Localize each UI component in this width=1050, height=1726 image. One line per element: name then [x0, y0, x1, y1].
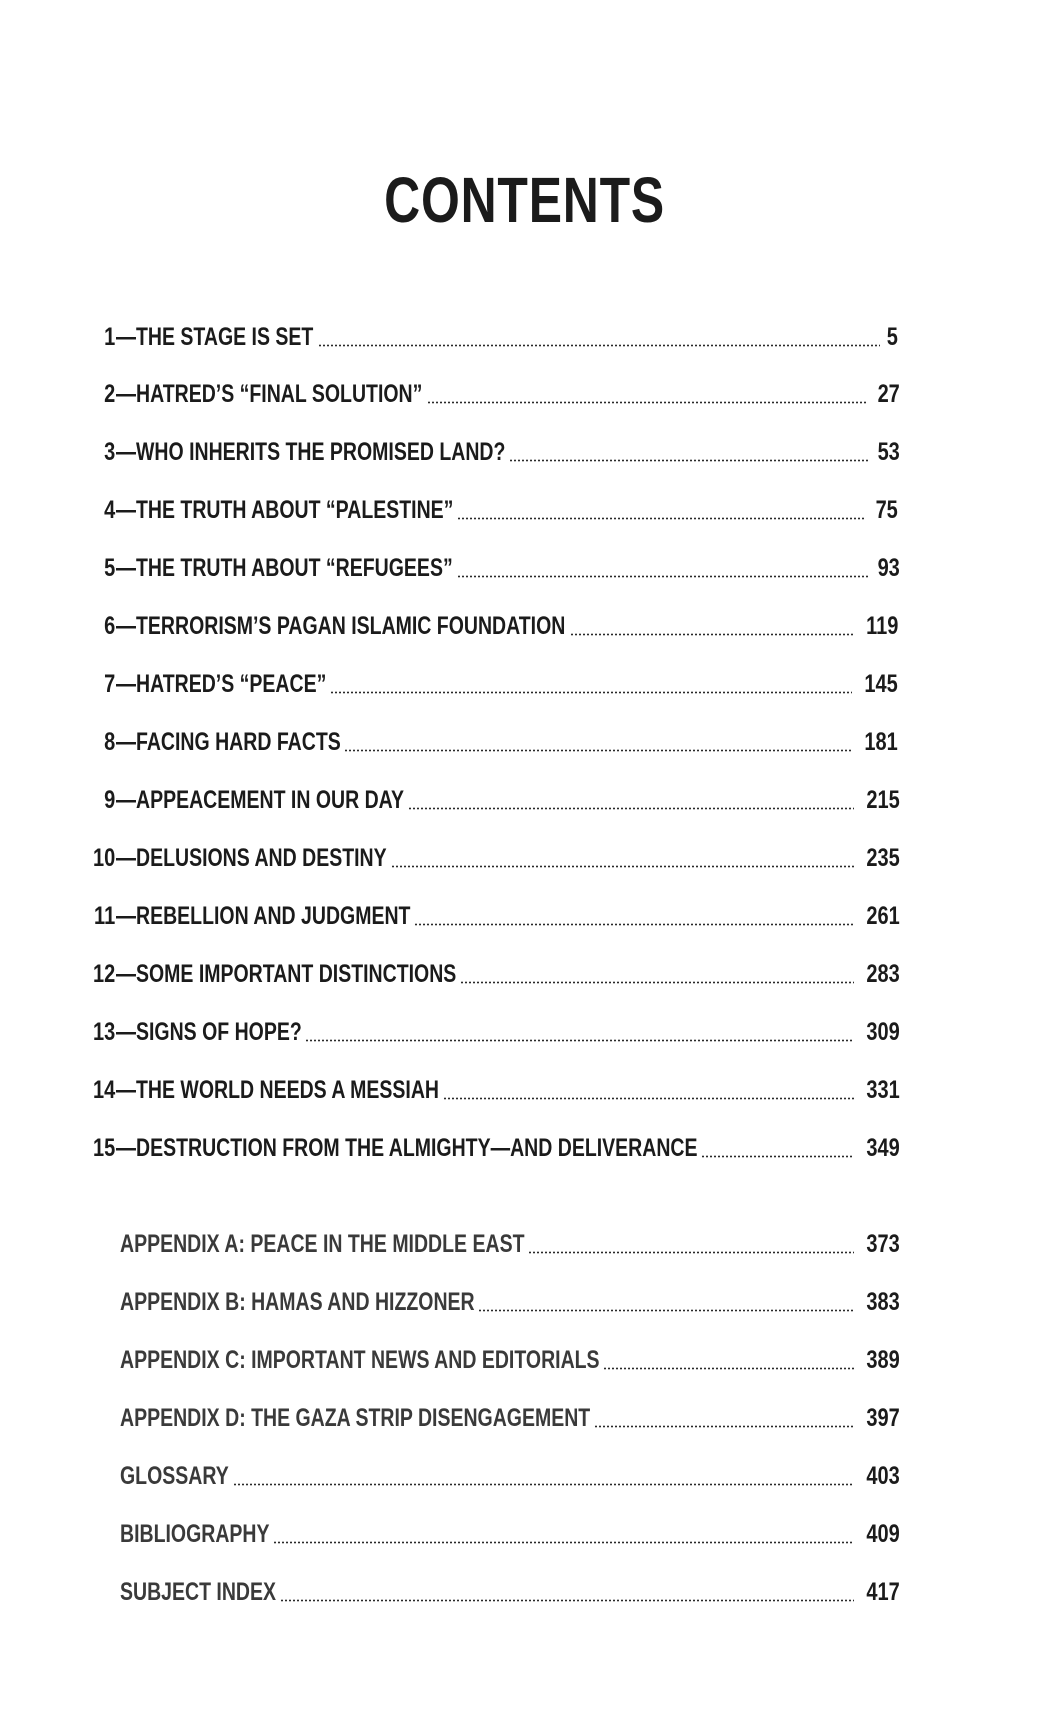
page-title: CONTENTS: [384, 164, 665, 236]
toc-entry-subject-index[interactable]: [0, 1569, 1050, 1605]
page-number: 409: [866, 1520, 900, 1548]
toc-entry-appendix[interactable]: [0, 1337, 1050, 1373]
appendix-title: APPENDIX A: PEACE IN THE MIDDLE EAST: [120, 1230, 525, 1258]
page-number: 181: [864, 728, 898, 756]
dot-leader: [233, 1483, 854, 1486]
chapter-title: DELUSIONS AND DESTINY: [136, 844, 387, 872]
separator-dash: —: [116, 670, 136, 698]
dot-leader: [570, 633, 854, 636]
chapter-number: 12: [92, 960, 116, 988]
page-number: 235: [866, 844, 900, 872]
dot-leader: [344, 749, 852, 752]
chapter-number: 6: [104, 612, 116, 640]
toc-entry-chapter[interactable]: [0, 429, 1050, 465]
page-number: 331: [866, 1076, 900, 1104]
page-number: 75: [875, 496, 898, 524]
chapter-title: TERRORISM’S PAGAN ISLAMIC FOUNDATION: [136, 612, 566, 640]
page-number: 53: [877, 438, 900, 466]
toc-entry-glossary[interactable]: [0, 1453, 1050, 1489]
chapter-number: 1: [104, 323, 116, 351]
page-number: 261: [866, 902, 900, 930]
dot-leader: [318, 344, 880, 347]
page-number: 283: [866, 960, 900, 988]
separator-dash: —: [116, 1018, 136, 1046]
toc-entry-chapter[interactable]: [0, 487, 1050, 523]
page-number: 145: [864, 670, 898, 698]
chapter-number: 3: [104, 438, 116, 466]
dot-leader: [701, 1155, 854, 1158]
dot-leader: [414, 923, 854, 926]
appendix-title: APPENDIX C: IMPORTANT NEWS AND EDITORIALS: [120, 1346, 600, 1374]
dot-leader: [460, 981, 854, 984]
page-number: 403: [866, 1462, 900, 1490]
chapter-title: THE TRUTH ABOUT “REFUGEES”: [136, 554, 453, 582]
toc-entry-appendix[interactable]: [0, 1279, 1050, 1315]
toc-entry-chapter[interactable]: [0, 314, 1050, 350]
dot-leader: [305, 1039, 854, 1042]
toc-entry-chapter[interactable]: [0, 545, 1050, 581]
chapter-number: 15: [92, 1134, 116, 1162]
toc-entry-chapter[interactable]: [0, 1125, 1050, 1161]
appendix-title: APPENDIX D: THE GAZA STRIP DISENGAGEMENT: [120, 1404, 591, 1432]
page-number: 373: [866, 1230, 900, 1258]
page-number: 27: [877, 380, 900, 408]
toc-entry-chapter[interactable]: [0, 893, 1050, 929]
chapter-title: SOME IMPORTANT DISTINCTIONS: [136, 960, 457, 988]
chapter-title: HATRED’S “FINAL SOLUTION”: [136, 380, 423, 408]
separator-dash: —: [116, 1076, 136, 1104]
dot-leader: [273, 1541, 854, 1544]
chapter-title: DESTRUCTION FROM THE ALMIGHTY—AND DELIVERANCE: [136, 1134, 698, 1162]
page-number: 349: [866, 1134, 900, 1162]
page-number: 119: [865, 612, 898, 640]
separator-dash: —: [116, 438, 136, 466]
page-number: 93: [877, 554, 900, 582]
separator-dash: —: [116, 612, 136, 640]
chapter-number: 14: [92, 1076, 116, 1104]
toc-entry-chapter[interactable]: [0, 1067, 1050, 1103]
dot-leader: [509, 459, 868, 462]
chapter-number: 9: [104, 786, 116, 814]
page-number: 5: [886, 323, 898, 351]
chapter-title: SIGNS OF HOPE?: [136, 1018, 302, 1046]
page-number: 397: [866, 1404, 900, 1432]
page-number: 383: [866, 1288, 900, 1316]
toc-entry-chapter[interactable]: [0, 951, 1050, 987]
dot-leader: [427, 401, 869, 404]
toc-entry-bibliography[interactable]: [0, 1511, 1050, 1547]
dot-leader: [391, 865, 854, 868]
chapter-title: THE STAGE IS SET: [136, 323, 314, 351]
glossary-title: GLOSSARY: [120, 1462, 229, 1490]
chapter-title: APPEACEMENT IN OUR DAY: [136, 786, 404, 814]
separator-dash: —: [116, 496, 136, 524]
chapter-number: 8: [104, 728, 116, 756]
dot-leader: [443, 1097, 854, 1100]
chapter-title: FACING HARD FACTS: [136, 728, 341, 756]
chapter-number: 4: [104, 496, 116, 524]
chapter-number: 2: [104, 380, 116, 408]
toc-entry-chapter[interactable]: [0, 371, 1050, 407]
page-number: 389: [866, 1346, 900, 1374]
dot-leader: [478, 1309, 854, 1312]
chapter-title: HATRED’S “PEACE”: [136, 670, 327, 698]
chapter-number: 13: [92, 1018, 116, 1046]
dot-leader: [603, 1367, 854, 1370]
toc-entry-chapter[interactable]: [0, 777, 1050, 813]
separator-dash: —: [116, 728, 136, 756]
toc-entry-chapter[interactable]: [0, 603, 1050, 639]
separator-dash: —: [116, 1134, 136, 1162]
toc-entry-chapter[interactable]: [0, 835, 1050, 871]
dot-leader: [594, 1425, 854, 1428]
toc-entry-chapter[interactable]: [0, 1009, 1050, 1045]
dot-leader: [528, 1251, 854, 1254]
chapter-title: THE WORLD NEEDS A MESSIAH: [136, 1076, 439, 1104]
page-number: 309: [866, 1018, 900, 1046]
toc-entry-chapter[interactable]: [0, 719, 1050, 755]
appendix-title: APPENDIX B: HAMAS AND HIZZONER: [120, 1288, 475, 1316]
bibliography-title: BIBLIOGRAPHY: [120, 1520, 270, 1548]
separator-dash: —: [116, 902, 136, 930]
separator-dash: —: [116, 323, 136, 351]
dot-leader: [280, 1599, 854, 1602]
separator-dash: —: [116, 554, 136, 582]
chapter-number: 7: [104, 670, 116, 698]
separator-dash: —: [116, 960, 136, 988]
dot-leader: [330, 691, 852, 694]
chapter-number: 11: [94, 902, 116, 930]
page-number: 215: [866, 786, 900, 814]
toc-entry-chapter[interactable]: [0, 661, 1050, 697]
separator-dash: —: [116, 786, 136, 814]
separator-dash: —: [116, 380, 136, 408]
dot-leader: [457, 575, 868, 578]
toc-entry-appendix[interactable]: [0, 1221, 1050, 1257]
dot-leader: [457, 517, 866, 520]
dot-leader: [408, 807, 855, 810]
separator-dash: —: [116, 844, 136, 872]
subject-index-title: SUBJECT INDEX: [120, 1578, 277, 1606]
chapter-number: 5: [104, 554, 116, 582]
toc-entry-appendix[interactable]: [0, 1395, 1050, 1431]
chapter-number: 10: [92, 844, 116, 872]
chapter-title: THE TRUTH ABOUT “PALESTINE”: [136, 496, 454, 524]
chapter-title: WHO INHERITS THE PROMISED LAND?: [136, 438, 506, 466]
chapter-title: REBELLION AND JUDGMENT: [136, 902, 411, 930]
page-number: 417: [866, 1578, 900, 1606]
